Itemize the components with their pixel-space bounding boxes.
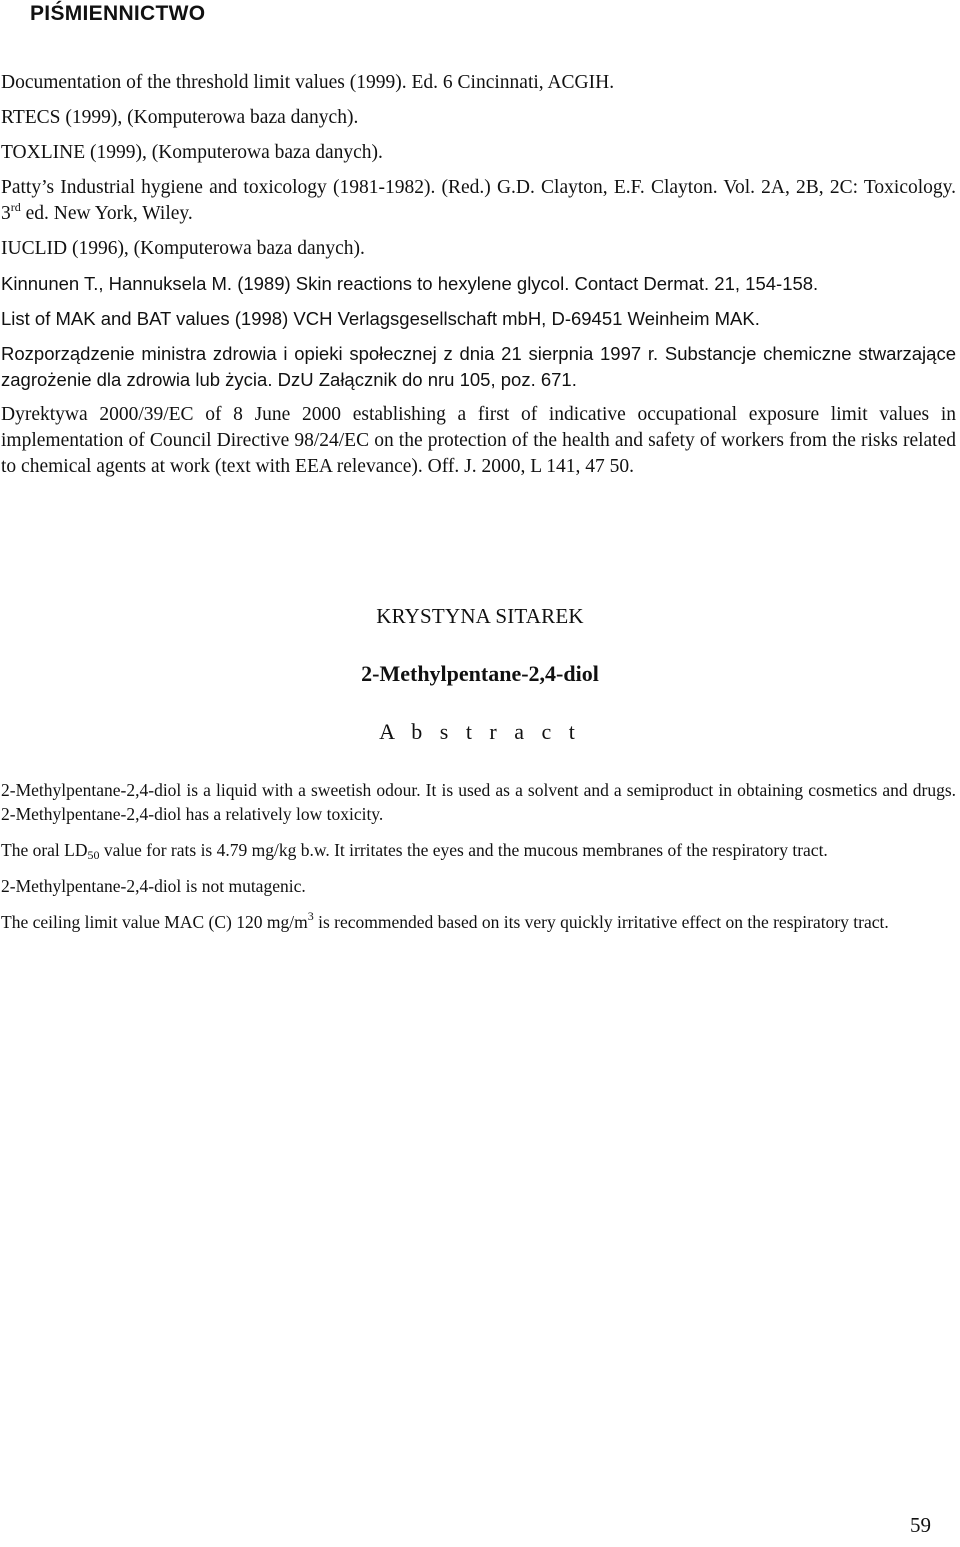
article-title: 2-Methylpentane-2,4-diol bbox=[361, 661, 599, 686]
reference-item: Dyrektywa 2000/39/EC of 8 June 2000 establishing a first of indicative occupational exposure limit values in implementation of Council Directive 98/24/EC on the protection of the health and safety of workers from the risks related to chemical agents at work (text with EEA relevance). Off. J. 2000, L 141, 47 50. bbox=[1, 404, 956, 477]
reference-item: TOXLINE (1999), (Komputerowa baza danych). bbox=[1, 142, 383, 163]
reference-text: ed. New York, Wiley. bbox=[20, 203, 193, 224]
reference-item: Rozporządzenie ministra zdrowia i opieki społecznej z dnia 21 sierpnia 1997 r. Substancje chemiczne stwarzające zagrożenie dla zdrowia lub życia. DzU Załącznik do nru 105, poz. 671. bbox=[1, 343, 956, 390]
reference-item bbox=[1, 175, 956, 227]
abstract-paragraph bbox=[1, 910, 956, 934]
reference-item: List of MAK and BAT values (1998) VCH Verlagsgesellschaft mbH, D-69451 Weinheim MAK. bbox=[1, 308, 760, 329]
abstract-paragraph bbox=[1, 838, 956, 862]
abstract-paragraph: 2-Methylpentane-2,4-diol is not mutagenic. bbox=[1, 876, 306, 896]
reference-list bbox=[1, 70, 956, 489]
abstract-paragraph: 2-Methylpentane-2,4-diol is a liquid with a sweetish odour. It is used as a solvent and a semiproduct in obtaining cosmetics and drugs. 2-Methylpentane-2,4-diol has a relatively low toxicity. bbox=[1, 780, 956, 824]
abstract-heading: A b s t r a c t bbox=[379, 719, 581, 744]
reference-item: RTECS (1999), (Komputerowa baza danych). bbox=[1, 107, 359, 128]
subscript: 50 bbox=[87, 848, 100, 862]
superscript: rd bbox=[10, 200, 21, 214]
paragraph-text: is recommended based on its very quickly irritative effect on the respiratory tract. bbox=[313, 912, 889, 932]
reference-item: Kinnunen T., Hannuksela M. (1989) Skin reactions to hexylene glycol. Contact Dermat. 21, 154-158. bbox=[1, 273, 819, 294]
paragraph-text: The oral LD bbox=[1, 840, 88, 860]
paragraph-text: The ceiling limit value MAC (C) 120 mg/m bbox=[1, 912, 308, 932]
abstract-body bbox=[1, 778, 956, 946]
references-heading: PIŚMIENNICTWO bbox=[30, 2, 206, 25]
paragraph-text: value for rats is 4.79 mg/kg b.w. It irritates the eyes and the mucous membranes of the respiratory tract. bbox=[99, 840, 828, 860]
page-number: 59 bbox=[910, 1513, 931, 1537]
superscript: 3 bbox=[307, 909, 314, 923]
reference-item: IUCLID (1996), (Komputerowa baza danych). bbox=[1, 238, 365, 259]
reference-item: Documentation of the threshold limit values (1999). Ed. 6 Cincinnati, ACGIH. bbox=[1, 72, 615, 93]
article-author: KRYSTYNA SITAREK bbox=[376, 604, 584, 628]
reference-text: Patty’s Industrial hygiene and toxicology (1981-1982). (Red.) G.D. Clayton, E.F. Clayton. Vol. 2A, 2B, 2C: Toxicology. 3 bbox=[1, 177, 956, 224]
